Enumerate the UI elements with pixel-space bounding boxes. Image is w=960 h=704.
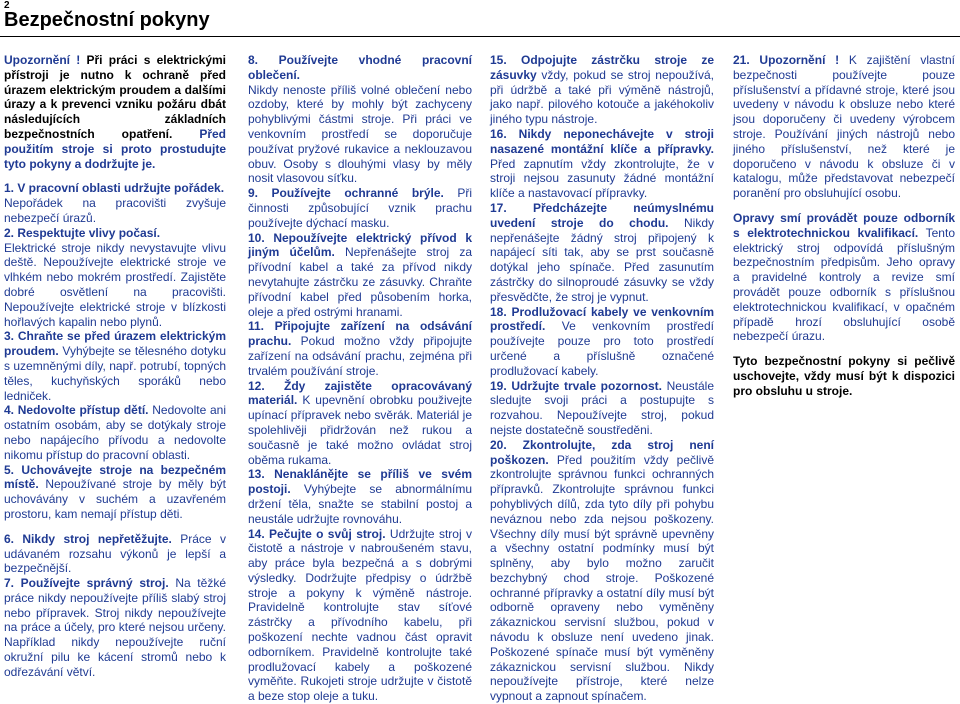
section-heading: 17. Předcházejte neúmyslnému uvedení stroje do chodu. (490, 201, 714, 230)
section-heading: 7. Používejte správný stroj. (4, 576, 169, 590)
section-18 (490, 305, 714, 379)
section-text: Nedovolte ani ostatním osobám, aby se dotýkaly stroje nebo napájecího přívodu a nedovolte nikomu přístup do pracovní oblasti. (4, 403, 226, 461)
section-heading: 19. Udržujte trvale pozornost. (490, 379, 662, 393)
section-heading: 16. Nikdy neponechávejte v stroji nasazené montážní klíče a přípravky. (490, 127, 714, 156)
section-text: Neustále sledujte svoji práci a postupujte s rozvahou. Nepoužívejte stroj, pokud nejste dostatečně soustředěni. (490, 379, 714, 437)
section-text: Vyhýbejte se abnormálnímu držení těla, snažte se stabilní postoj a neustále udržujte rovnováhu. (248, 482, 472, 526)
page-title: Bezpečnostní pokyny (4, 9, 210, 32)
repair-paragraph (733, 211, 955, 344)
section-14 (248, 527, 472, 704)
section-heading: 8. Používejte vhodné pracovní oblečení. (248, 53, 472, 82)
closing-text: Tyto bezpečnostní pokyny si pečlivě uschovejte, vždy musí být k dispozici pro obsluhu u stroje. (733, 354, 955, 398)
column-2 (248, 53, 472, 704)
section-heading: 1. V pracovní oblasti udržujte pořádek. (4, 181, 224, 195)
section-text: Nikdy nepřenášejte žádný stroj připojený k napájecí síti tak, aby se prst současně dotýkal jeho spínače. Před zasunutím zástrčky do silnoproudé zásuvky se vždy přesvědčte, že stroj je vypnut. (490, 216, 714, 304)
section-text: Nikdy nenoste příliš volné oblečení nebo ozdoby, které by mohly být zachyceny pohyblivými částmi stroje. Při práci ve venkovním prostředí se doporučuje používat pryžové rukavice a neklouzavou obuv. Osoby s dlouhými vlasy by měly nosit vlasovou síťku. (248, 83, 472, 186)
section-19 (490, 379, 714, 438)
section-heading: 6. Nikdy stroj nepřetěžujte. (4, 532, 172, 546)
repair-bold: Opravy smí provádět pouze odborník s elektrotechnickou kvalifikací. (733, 211, 955, 240)
intro-bold: Před použitím stroje si proto prostudujte tyto pokyny a dodržujte je. (4, 127, 226, 171)
section-12 (248, 379, 472, 468)
section-9 (248, 186, 472, 230)
section-8 (248, 53, 472, 186)
section-text: Pokud možno vždy připojujte zařízení na odsávání prachu, zejména při trvalém používání stroje. (248, 334, 472, 378)
section-20 (490, 438, 714, 704)
column-3 (490, 53, 714, 704)
title-divider (0, 36, 960, 37)
section-10 (248, 231, 472, 320)
intro-paragraph (4, 53, 226, 171)
section-heading: 5. Uchovávejte stroje na bezpečném místě. (4, 463, 226, 492)
section-text: K zajištění vlastní bezpečnosti používejte pouze příslušenství a přídavné stroje, které jsou uvedeny v návodu k obsluze nebo které jsou doporučeny či uvedeny výrobcem stroje. Používání jiných nástrojů nebo jiného příslušenství, než které je doporučeno v návodu k obsluze či v katalogu, může představovat nebezpečí poranění pro obsluhující osobu. (733, 53, 955, 200)
section-21 (733, 53, 955, 201)
section-text: Elektrické stroje nikdy nevystavujte vlivu deště. Nepoužívejte elektrické stroje ve vlhkém nebo mokrém prostředí. Zajistěte dobré osvětlení na pracovišti. Nepoužívejte elektrické stroje v blízkosti hořlavých kapalin nebo plynů. (4, 241, 226, 329)
section-text: vždy, pokud se stroj nepoužívá, při údržbě a také při výměně nástrojů, jako např. pilového kotouče a jakéhokoliv jiného typu nástroje. (490, 68, 714, 126)
section-text: Na těžké práce nikdy nepoužívejte příliš slabý stroj nebo přípravek. Stroj nikdy nepoužívejte na práce a účely, pro které nejsou určeny. Například nikdy nepoužívejte ruční okružní pilu ke kácení stromů nebo k odřezávání větví. (4, 576, 226, 679)
intro-text: Při práci s elektrickými přístroji je nutno k ochraně před úrazem elektrickým proudem a dalšími úrazy a k prevenci vzniku požáru dbát následujících základních bezpečnostních opatření. (4, 53, 226, 141)
section-heading: 10. Nepoužívejte elektrický přívod k jiným účelům. (248, 231, 472, 260)
section-text: K upevnění obrobku použivejte upínací přípravek nebo svěrák. Materiál je spolehlivěji přidržován než rukou a současně je také možno ovládat stroj oběma rukama. (248, 393, 472, 466)
section-2 (4, 226, 226, 330)
page-number: 2 (4, 0, 10, 11)
section-7 (4, 576, 226, 680)
section-13 (248, 467, 472, 526)
section-11 (248, 319, 472, 378)
section-text: Nepořádek na pracovišti zvyšuje nebezpečí úrazů. (4, 196, 226, 225)
section-5 (4, 463, 226, 522)
section-16 (490, 127, 714, 201)
column-4 (733, 53, 955, 399)
section-text: Nepřenášejte stroj za přívodní kabel a také za přívod nikdy nevytahujte zástrčku ze zásuvky. Chraňte přívodní kabel před působením horka, oleje a před ostrými hranami. (248, 245, 472, 318)
section-text: Před použitím vždy pečlivě zkontrolujte správnou funkci ochranných přípravků. Zkontrolujte správnou funkci pohyblivých dílů, zda tyto díly při pohybu neváznou nebo zda nejsou poškozeny. Všechny díly musí být správně upevněny a všechny ostatní podmínky musí být splněny, aby bylo možno zaručit bezchybný chod stroje. Poškozené ochranné přípravky a ostatní díly musí být odborně opraveny nebo vyměněny zákaznickou servisní službou, pokud v návodu k obsluze není uvedeno jinak. Poškozené spínače musí být vyměněny zákaznickou servisní službou. Nikdy nepoužívejte přístroje, které nelze vypnout a zapnout spínačem. (490, 453, 714, 704)
section-text: Ve venkovním prostředí používejte pouze pro toto prostředí určené a příslušně označené prodlužovací kabely. (490, 319, 714, 377)
section-heading: 13. Nenaklánějte se příliš ve svém postoji. (248, 467, 472, 496)
section-text: Práce v udávaném rozsahu výkonů je lepší a bezpečnější. (4, 532, 226, 576)
section-text: Udržujte stroj v čistotě a nástroje v nabroušeném stavu, aby práce byla bezpečná a s dobrými výsledky. Dodržujte předpisy o údržbě stroje a pokyny k výměně nástroje. Pravidelně kontrolujte stav síťové zástrčky a přívodního kabelu, při poškození nechte vadnou část opravit odborníkem. Pravidelně kontrolujte také prodlužovací kabely a poškozené vyměňte. Rukojeti stroje udržujte v čistotě a beze stop oleje a tuku. (248, 527, 472, 704)
section-heading: 11. Připojujte zařízení na odsávání prachu. (248, 319, 472, 348)
section-heading: 18. Prodlužovací kabely ve venkovním prostředí. (490, 305, 714, 334)
section-heading: 9. Používejte ochranné brýle. (248, 186, 444, 200)
section-heading: 3. Chraňte se před úrazem elektrickým proudem. (4, 329, 226, 358)
section-heading: 12. Ždy zajistěte opracovávaný materiál. (248, 379, 472, 408)
intro-label: Upozornění ! (4, 53, 80, 67)
section-4 (4, 403, 226, 462)
section-heading: 2. Respektujte vlivy počasí. (4, 226, 160, 240)
repair-text: Tento elektrický stroj odpovídá příslušným bezpečnostním předpisům. Jeho opravy a pravidelné kontroly a revize smí provádět pouze odborník s příslušnou elektrotechnickou kvalifikací, v opačném případě hrozí obsluhující osobě nebezpečí úrazu. (733, 226, 955, 344)
section-17 (490, 201, 714, 305)
section-heading: 21. Upozornění ! (733, 53, 839, 67)
section-3 (4, 329, 226, 403)
section-heading: 4. Nedovolte přístup dětí. (4, 403, 149, 417)
closing-paragraph (733, 354, 955, 398)
section-text: Při činnosti způsobující vznik prachu používejte dýchací masku. (248, 186, 472, 230)
section-text: Nepoužívané stroje by měly být uchovávány v suchém a uzavřeném prostoru, kam nemají přístup děti. (4, 477, 226, 521)
section-heading: 20. Zkontrolujte, zda stroj není poškozen. (490, 438, 714, 467)
section-6 (4, 532, 226, 576)
section-text: Před zapnutím vždy zkontrolujte, že v stroji nejsou zasunuty žádné montážní klíče a nastavovací přípravky. (490, 157, 714, 201)
section-15 (490, 53, 714, 127)
section-heading: 15. Odpojujte zástrčku stroje ze zásuvky (490, 53, 714, 82)
column-1 (4, 53, 226, 680)
section-1 (4, 181, 226, 225)
section-heading: 14. Pečujte o svůj stroj. (248, 527, 386, 541)
section-text: Vyhýbejte se tělesného dotyku s uzemněnými díly, např. potrubí, topných těles, kuchyňských sporáků nebo ledniček. (4, 344, 226, 402)
